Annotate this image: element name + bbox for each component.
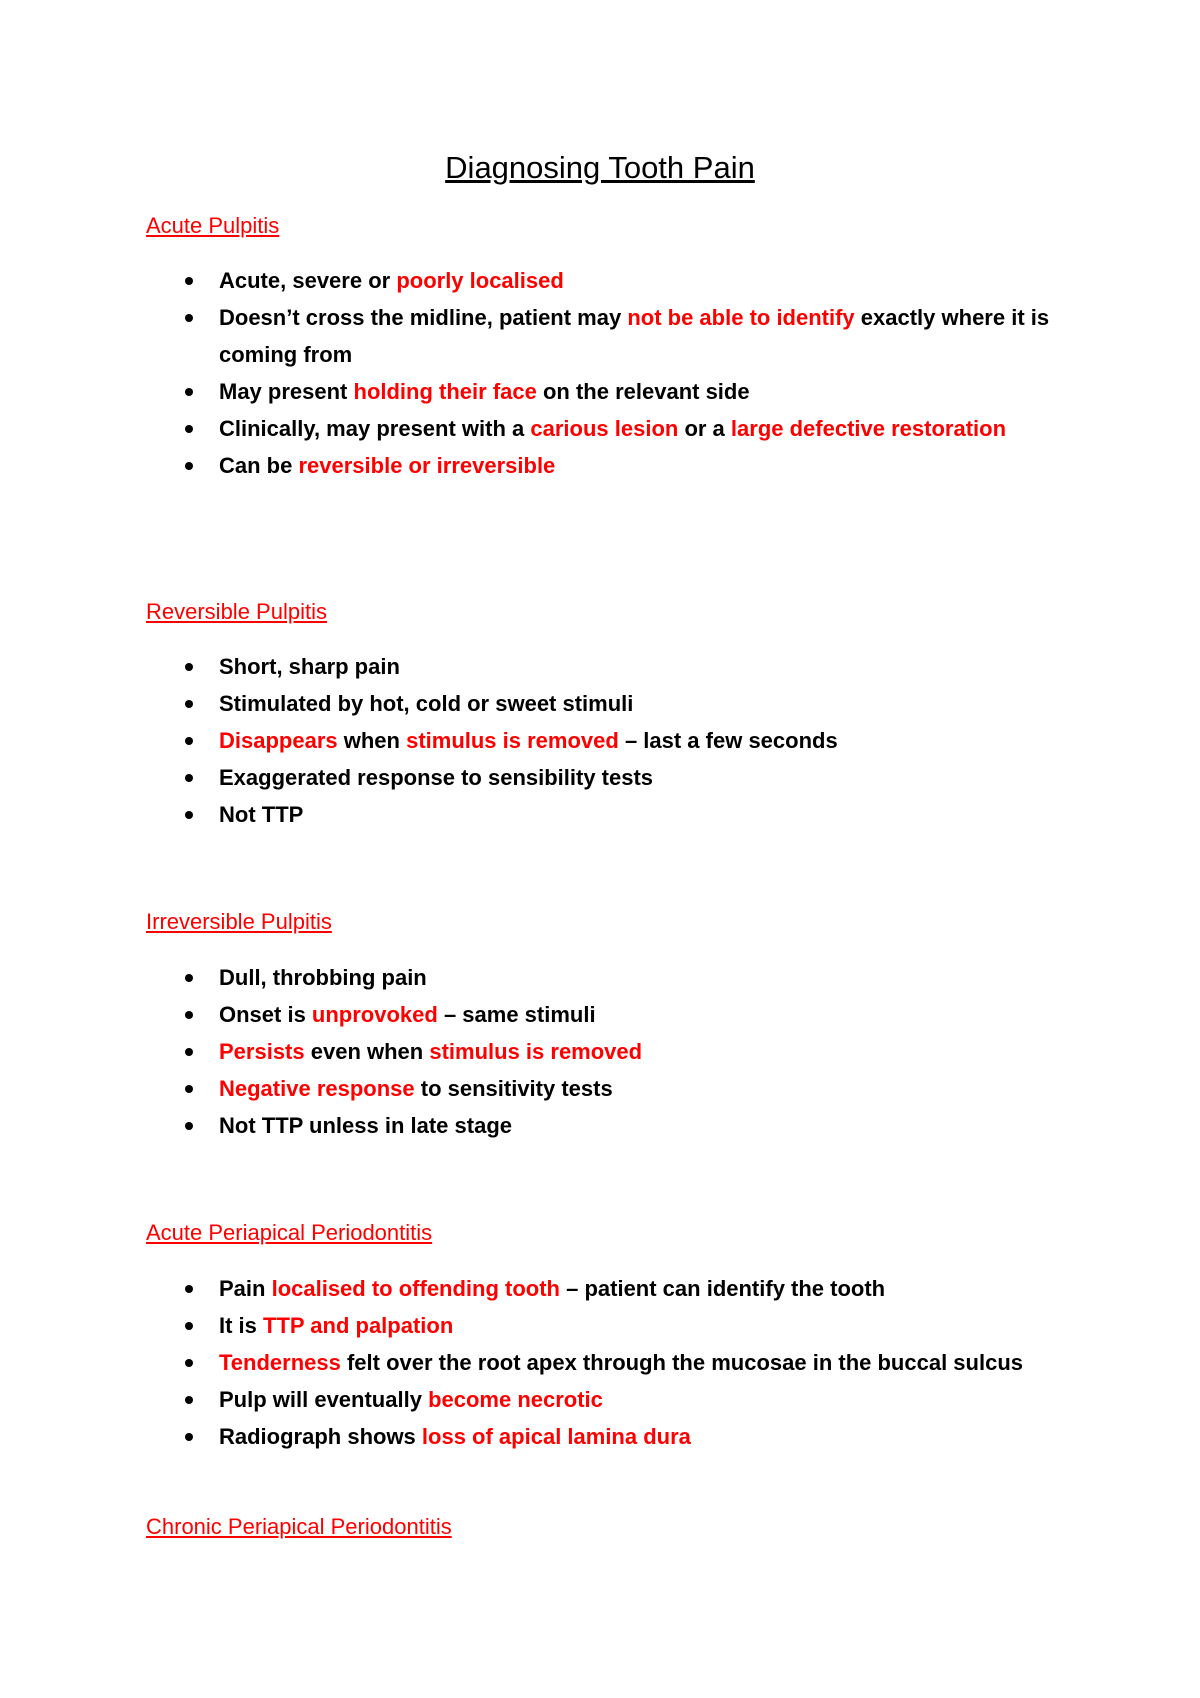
bullet-text: – same stimuli [437,1002,596,1027]
highlighted-text: not be able to identify [627,305,855,330]
bullet-text: – patient can identify the tooth [560,1276,886,1301]
highlighted-text: loss of apical lamina dura [421,1424,691,1449]
bullet-item [185,796,1065,833]
bullet-item [185,1107,1065,1144]
highlighted-text: large defective restoration [730,416,1007,441]
section-heading-acute-periapical-periodontitis: Acute Periapical Periodontitis [146,1220,433,1245]
bullet-text: or a [678,416,731,441]
bullet-text: Doesn’t cross the midline, patient may [219,305,628,330]
bullet-text: Onset is [219,1002,312,1027]
bullet-text: when [337,728,407,753]
bullet-item [185,262,1065,299]
acute-periapical-periodontitis-list [185,1270,1065,1455]
page-title: Diagnosing Tooth Pain [445,150,755,185]
bullet-text: exactly where it is coming from [219,305,1050,367]
bullet-item [185,1070,1065,1107]
bullet-text: Can be [219,453,299,478]
highlighted-text: stimulus is removed [429,1039,643,1064]
highlighted-text: stimulus is removed [406,728,619,753]
bullet-item [185,722,1065,759]
bullet-text: Radiograph shows [219,1424,422,1449]
bullet-text: felt over the root apex through the mucosae in the buccal sulcus [340,1350,1023,1375]
bullet-text: Dull, throbbing pain [219,965,427,990]
section-heading-irreversible-pulpitis: Irreversible Pulpitis [146,909,332,934]
bullet-item [185,1344,1065,1381]
highlighted-text: Tenderness [219,1350,341,1375]
bullet-text: May present [219,379,354,404]
bullet-item [185,410,1065,447]
irreversible-pulpitis-list [185,959,1065,1144]
bullet-item [185,373,1065,410]
highlighted-text: carious lesion [530,416,679,441]
highlighted-text: TTP and palpation [263,1313,454,1338]
bullet-item [185,299,1065,373]
bullet-text: Not TTP unless in late stage [219,1113,512,1138]
bullet-item [185,1033,1065,1070]
bullet-text: Clinically, may present with a [219,416,531,441]
highlighted-text: localised to offending tooth [271,1276,560,1301]
bullet-item [185,1418,1065,1455]
bullet-text: even when [304,1039,430,1064]
highlighted-text: unprovoked [311,1002,438,1027]
bullet-text: Pulp will eventually [219,1387,429,1412]
bullet-text: on the relevant side [536,379,750,404]
bullet-item [185,959,1065,996]
highlighted-text: Disappears [219,728,338,753]
highlighted-text: Negative response [219,1076,415,1101]
highlighted-text: reversible or irreversible [298,453,556,478]
bullet-text: Pain [219,1276,272,1301]
bullet-text: Short, sharp pain [219,654,400,679]
bullet-text: to sensitivity tests [414,1076,613,1101]
section-heading-reversible-pulpitis: Reversible Pulpitis [146,599,327,624]
bullet-text: Exaggerated response to sensibility tests [219,765,654,790]
highlighted-text: holding their face [353,379,537,404]
reversible-pulpitis-list [185,648,1065,833]
bullet-item [185,996,1065,1033]
bullet-text: Not TTP [219,802,304,827]
bullet-item [185,1307,1065,1344]
highlighted-text: become necrotic [428,1387,603,1412]
bullet-item [185,759,1065,796]
bullet-item [185,447,1065,484]
bullet-text: – last a few seconds [618,728,838,753]
acute-pulpitis-list [185,262,1065,484]
bullet-item [185,648,1065,685]
bullet-item [185,1381,1065,1418]
section-heading-acute-pulpitis: Acute Pulpitis [146,213,280,238]
highlighted-text: poorly localised [396,268,564,293]
highlighted-text: Persists [219,1039,305,1064]
bullet-text: Stimulated by hot, cold or sweet stimuli [219,691,634,716]
bullet-item [185,1270,1065,1307]
bullet-item [185,685,1065,722]
bullet-text: Acute, severe or [219,268,397,293]
section-heading-chronic-periapical-periodontitis: Chronic Periapical Periodontitis [146,1514,452,1539]
bullet-text: It is [219,1313,264,1338]
